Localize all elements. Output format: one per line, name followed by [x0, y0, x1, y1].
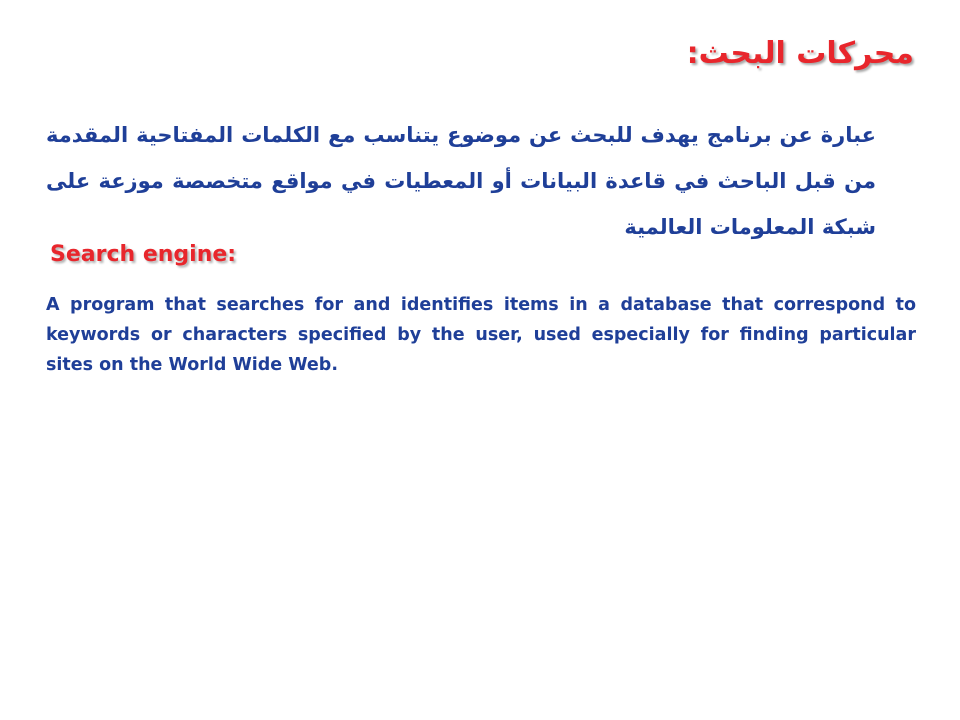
arabic-heading: محركات البحث: [686, 36, 914, 71]
arabic-definition: عبارة عن برنامج يهدف للبحث عن موضوع يتناسب مع الكلمات المفتاحية المقدمة من قبل الباحث في قاعدة البيانات أو المعطيات في مواقع متخصصة موزعة على شبكة المعلومات العالمية [46, 123, 876, 239]
english-heading: Search engine: [50, 242, 237, 267]
english-definition: A program that searches for and identifies items in a database that correspond to keywords or characters specified by the user, used especially for finding particular sites on the World Wide Web. [46, 295, 916, 375]
